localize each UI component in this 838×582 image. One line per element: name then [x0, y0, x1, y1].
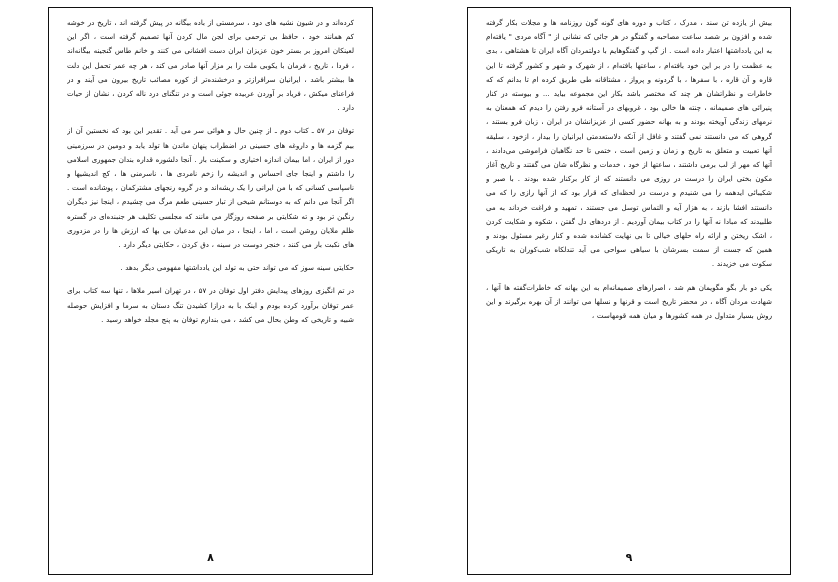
paragraph: حکایتی سینه سوز که می تواند حتی به تولد این یادداشتها مفهومی دیگر بدهد .: [120, 263, 354, 273]
paragraph: در تم انگیزی روزهای پیدایش دفتر اول توفان در ۵۷ ، در تهران اسیر ملاها ، تنها سه کتاب برای عمر توفان برآورد کرده بودم و اینک با به درازا کشیدن تنگ دستان به سرما و افزایش حوصله شبیه و تاریخی که وطن بحال می کشد ، می بندارم توفان به پنج مجلد خواهد رسید .: [67, 286, 354, 324]
right-page: [467, 7, 791, 575]
paragraph: توفان در ۵۷ ـ کتاب دوم ـ از چنین حال و هوائی سر می آید . تقدیر این بود که نخستین آن از بیم گزمه ها و داروغه های حسینی در اضطراب پنهان ماندن ها تولد یابد و دومین در سرزمینی دور از ایران ، اما بیمان اندازه اختیاری و سکینت بار . آنجا دلشوره قداره بندان جمهوری اسلامی را داشتم و اینجا جای احساس و اندیشه را زخم نامردی ها ، ناسرمنی ها ، کج اندیشیها و ناسپاسی کسانی که با من ایرانی را یک ریشه‌اند و در گروه رنجهای مشترکمان ، پوشانده است . اگر آنجا می دانم که به دوستانم شیخی از تبار حسینی طعم مرگ می چشیدم ، اینجا نیز دیگران رنگین تر بود و ته شکایتی بر صفحه روزگار می مانند که مجلسی تکلیف هر جنبنده‌ای در گستره ظلم ملایان روشن است ، اما ، اینجا ، در میان این مدعیان بی بها که ارزش ها را در مزدوری های نکبت بار می کنند ، خنجر دوست در سینه ، دق کردن ، حکایتی دیگر دارد .: [67, 126, 354, 250]
paragraph: یکی دو بار بگو مگویمان هم شد ، اصرارهای صمیمانه‌ام به این بهانه که خاطرات‌گفته ها آنها ، شهادت مردان آگاه ، در محضر تاریخ است و قرنها و نسلها می توانند از آن بهره برگیرند و این روش بسیار متداول در همه کشورها و میان همه قومهاست ،: [486, 282, 772, 321]
paragraph: کرده‌اند و در شیون نشیه های دود ، سرمستی از باده بیگانه در پیش گرفته اند ، تاریخ در خوشه کم همانند خود ، حافظ بی ترحمی برای لجن مال کردن آنها تصمیم گرفته است ، اگر این لعینکان امروز بر بستر خون عزیزان ایران دست افشانی می کنند و خانم طاس گنجینه بیگانه‌اند ، فردا ، تاریخ ، فرمان با یکوبی ملت را بر مزار آنها صادر می کند ، هر چه عمر تحمل این دلت ها بیشتر باشد ، ایرانیان سرافرازتر و درخشنده‌تر از کوره مصائب تاریخ بیرون می آیند و در فراعنای میکش ، فریاد بر آوردن عربیده جوئی است و در تنگنای درد ناله کردن ، نشان از حیات دارد .: [67, 18, 354, 113]
left-page-text: [67, 16, 354, 544]
page-number: ۸: [207, 551, 214, 564]
paragraph: بیش از یازده تن سند ، مدرک ، کتاب و دوره های گونه گون روزنامه ها و مجلات بکار گرفته شده و افزون بر شصد ساعت مصاحبه و گفتگو در هر جائی که نشانی از " آگاه مردی " یافته‌ام به این یادداشتها اعتبار داده است . از گپ و گفتگوهایم با دولتمردان آگاه ایران تا هشتاهی ، بدی به عظمت را در بر این خود بافته‌ام ، ساعتها بافته‌ام ، از شهرک و شهر و کشور گرفته تا این قاره و آن قاره ، با سفرها ، با گردونه و پرواز ، مشتاقانه طی طریق کرده ام تا بدانم که که خاطرات و نظراتشان هر چند که مختصر باشد بکار این مجموعه بیاید ... و بیوسته در کنار پنیرائی های صمیمانه ، چنته ها خالی بود ، غروبهای در آستانه فرو رفتن را دیدم که همعنان به نرمهای زندگی آویخته بودند و به بهانه حضور کسی از عزیزانشان در ایران ، زبان فرو بستند ، گروهی که می دانستند نمی گفتند و غافل از آنکه دلاستعدمتی ایرانیان را بیدار ، ازخود ، سلیقه آنها تعبیت و متعلق به تاریخ و زمان و زمین است ، ختمی تا حد نگاهبان فراموشی می‌دادند ، آنها که مهر از لب برمی داشتند ، ساعتها از خود ، خدمات و نظرگاه شان می گفتند و تاریخ آغاز مکون بختی ایران را درست در روزی می دانستند که از کار برکنار شده بودند . با صبر و شکیبائی ایدهمه را می شنیدم و درست در لحظه‌ای که قرار بود که از آنها رازی را که می دانستند افشا بازند ، به هزار آیه و التماس توسل می جستند ، تمهید و فراغت خرداند به می طلبیدند که مبادا نه آنها را در کتاب بیمان آوردیم . از دردهای دل گفتن ، شکوه و شکایت کردن ، اشک ریختن و ارائه راه حلهای خیالی تا بی نهایت کشانده شده و کنار رغیر مسئول بودند و همین که جست از سمت بسرشان با سیاهی سواحی می آید تندلکاه شب‌کوران به تاریکی سکوت می خزیدند .: [486, 18, 772, 269]
left-page: [48, 7, 373, 575]
page-number: ۹: [625, 551, 633, 564]
right-page-text: [486, 16, 772, 544]
